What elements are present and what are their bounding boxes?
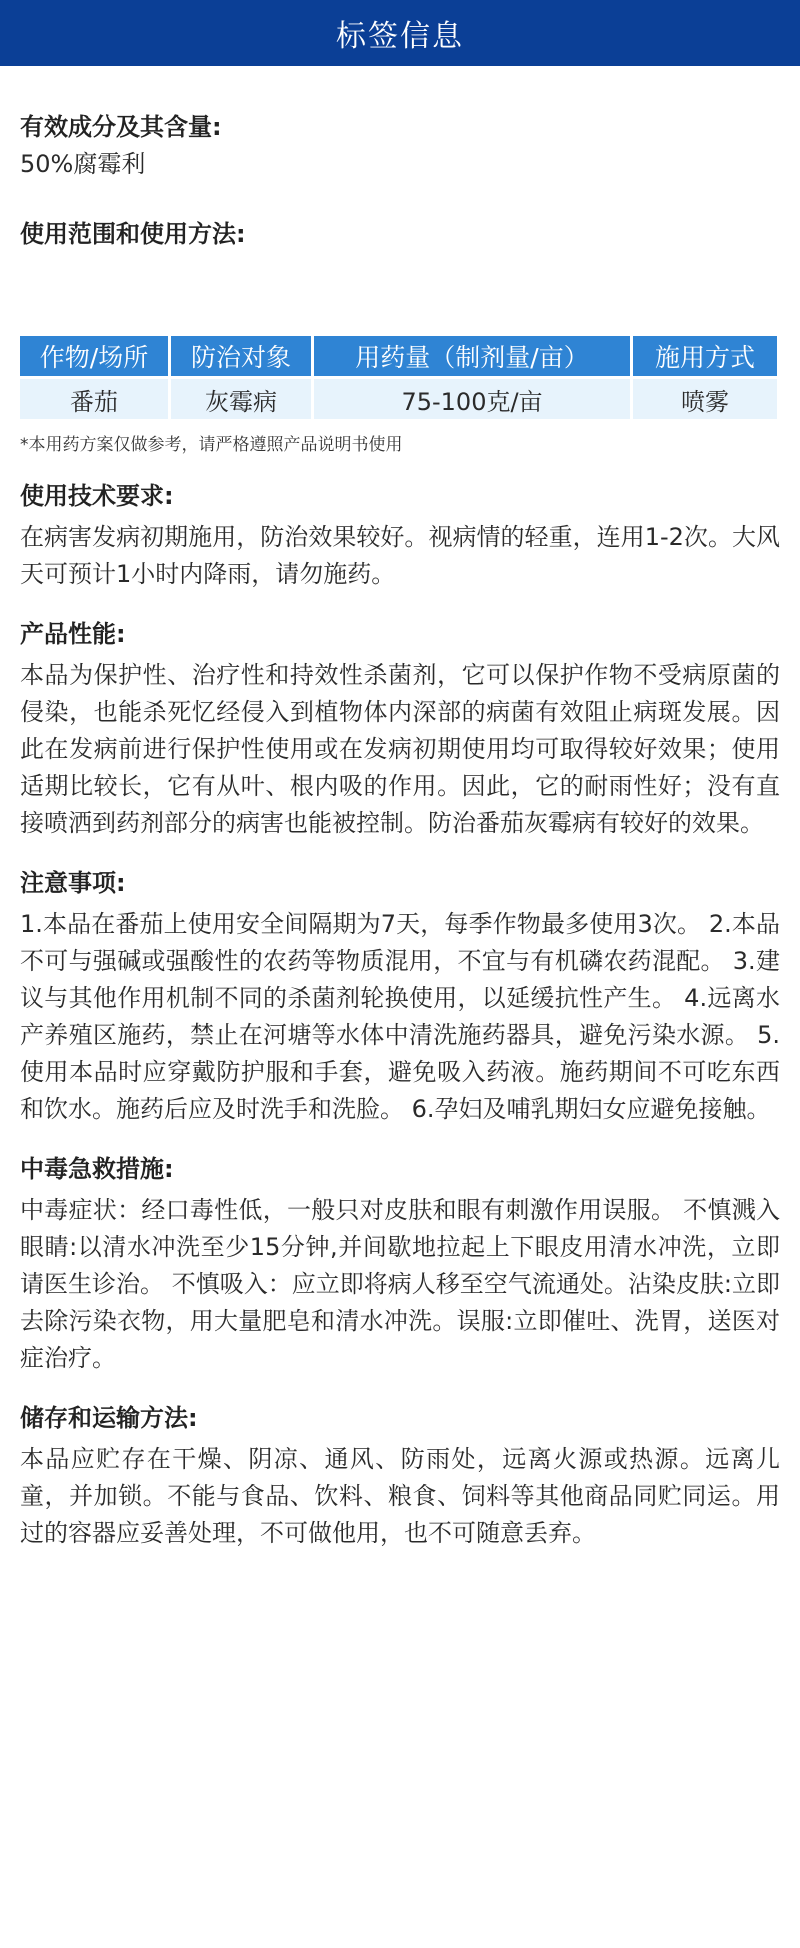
precautions-body: 1.本品在番茄上使用安全间隔期为7天，每季作物最多使用3次。 2.本品不可与强碱或强酸性的农药等物质混用，不宜与有机磷农药混配。 3.建议与其他作用机制不同的杀菌剂轮换使用，以延缓抗性产生。 4.远离水产养殖区施药，禁止在河塘等水体中清洗施药器具，避免污染水源。 5.使用本品时应穿戴防护服和手套，避免吸入药液。施药期间不可吃东西和饮水。施药后应及时洗手和洗脸。 6.孕妇及哺乳期妇女应避免接触。	[20, 910, 780, 1123]
usage-table-header-row	[20, 336, 777, 376]
cell-dosage: 75-100克/亩	[314, 379, 630, 419]
performance-body: 本品为保护性、治疗性和持效性杀菌剂，它可以保护作物不受病原菌的侵染，也能杀死忆经侵入到植物体内深部的病菌有效阻止病斑发展。因此在发病前进行保护性使用或在发病初期使用均可取得较好效果；使用适期比较长，它有从叶、根内吸的作用。因此，它的耐雨性好；没有直接喷洒到药剂部分的病害也能被控制。防治番茄灰霉病有较好的效果。	[20, 661, 780, 837]
col-header-dosage: 用药量（制剂量/亩）	[314, 336, 630, 376]
cell-method: 喷雾	[633, 379, 777, 419]
cell-crop: 番茄	[20, 379, 168, 419]
page-title: 标签信息	[336, 19, 464, 54]
col-header-target: 防治对象	[171, 336, 311, 376]
usage-note: *本用药方案仅做参考，请严格遵照产品说明书使用	[20, 435, 403, 455]
storage-body: 本品应贮存在干燥、阴凉、通风、防雨处，远离火源或热源。远离儿童，并加锁。不能与食品、饮料、粮食、饲料等其他商品同贮同运。用过的容器应妥善处理，不可做他用，也不可随意丢弃。	[20, 1445, 780, 1547]
storage-title: 储存和运输方法:	[20, 1404, 198, 1432]
cell-target: 灰霉病	[171, 379, 311, 419]
ingredient-title: 有效成分及其含量:	[20, 113, 222, 141]
firstaid-title: 中毒急救措施:	[20, 1155, 174, 1183]
usage-title: 使用范围和使用方法:	[20, 220, 246, 248]
performance-title: 产品性能:	[20, 620, 126, 648]
label-content	[0, 110, 800, 1552]
table-row	[20, 379, 777, 419]
precautions-title: 注意事项:	[20, 869, 126, 897]
usage-table	[17, 333, 780, 422]
page-header	[0, 0, 800, 66]
firstaid-body: 中毒症状：经口毒性低，一般只对皮肤和眼有刺激作用误服。 不慎溅入眼睛:以清水冲洗至少15分钟,并间歇地拉起上下眼皮用清水冲洗，立即请医生诊治。 不慎吸入：应立即将病人移至空气流通处。沾染皮肤:立即去除污染衣物，用大量肥皂和清水冲洗。误服:立即催吐、洗胃，送医对症治疗。	[20, 1196, 780, 1372]
technique-body: 在病害发病初期施用，防治效果较好。视病情的轻重，连用1-2次。大风天可预计1小时内降雨，请勿施药。	[20, 523, 780, 588]
col-header-crop: 作物/场所	[20, 336, 168, 376]
col-header-method: 施用方式	[633, 336, 777, 376]
ingredient-value: 50%腐霉利	[20, 150, 146, 178]
technique-title: 使用技术要求:	[20, 482, 174, 510]
